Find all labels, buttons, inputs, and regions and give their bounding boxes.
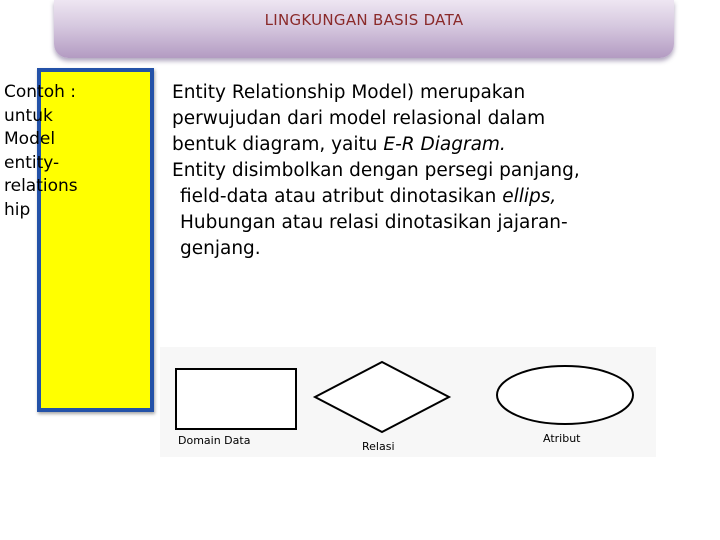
callout-line: Model [4,129,56,149]
body-line: Entity disimbolkan dengan persegi panjang, [172,160,580,181]
callout-line: Contoh : [4,82,77,102]
example-callout-text [4,81,114,222]
callout-line: entity- [4,152,60,173]
callout-line: untuk [4,105,53,126]
attribute-ellipse-shape [497,366,633,424]
ellips-term: ellips, [502,186,557,207]
er-diagram-term: E-R Diagram. [383,134,506,155]
er-symbols-svg [160,347,656,457]
callout-line: hip [4,199,31,220]
body-line: Entity Relationship Model) merupakan [172,82,526,103]
body-line-text: bentuk diagram, yaitu [172,134,384,155]
body-line: Hubungan atau relasi dinotasikan jajaran- [180,212,568,233]
slide-title: LINGKUNGAN BASIS DATA [264,11,464,29]
title-banner [54,0,674,58]
relasi-label: Relasi [362,440,395,453]
entity-rectangle-shape [176,369,296,429]
body-line [172,132,712,158]
body-line: perwujudan dari model relasional dalam [172,108,546,129]
er-symbols-figure [160,347,656,457]
body-paragraph [172,80,712,262]
domain-data-label: Domain Data [178,434,251,447]
callout-line: relations [4,176,78,196]
body-line-text: field-data atau atribut dinotasikan [180,186,503,207]
body-line: genjang. [180,238,261,259]
body-line [172,184,712,210]
atribut-label: Atribut [543,432,581,445]
